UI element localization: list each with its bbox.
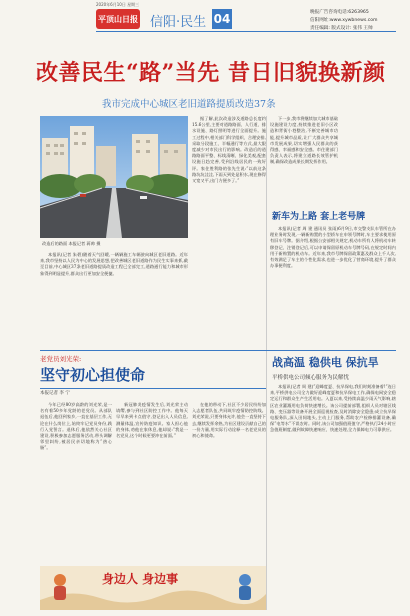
date-line: 2020年6月10日 星期三 [96,2,140,7]
lower-story-column-1 [40,402,112,562]
banner-title: 身边人 身边事 [102,572,179,586]
lead-column-2 [192,116,266,342]
section-name-b: 民生 [180,15,207,30]
header-rule [96,31,396,32]
section-dot: · [176,15,181,30]
main-subhead: 我市完成中心城区老旧道路提质改造37条 [102,99,276,110]
editors: 责任编辑: 版式设计: 张伟 王帅 [310,26,373,31]
power-story-paragraph: 本报讯(记者 周 建)“迎峰度夏、抗旱保电,我们时刻准备着!”连日来,平桥供电公司全力做好迎峰度夏和抗旱保电工作,确保电网安全稳定运行和群众生产生活用电。入夏以来,受持续高温少雨天气影响,辖区农业灌溉用电负荷快速增长。该公司提前部署,组织人员对辖区线路、变压器等设备开展全面巡视检查,及时消除安全隐患;成立抗旱保电服务队,深入田间地头,主动上门服务,帮助农户检修排灌设备,确保“电等水”不误农时。同时,该公司加强值班值守,严格执行24小时应急值班制度,做到故障快速响应、快速处理,全力保障电力可靠供应。 [270,384,396,433]
lead-paragraph-2: 据了解,此次改造涉及道路总长度约15.6公里,主要对道路路面、人行道、排水设施、路灯照明等进行全面提升。施工过程中,相关部门科学组织、合理安排,采取分段施工、半幅通行等方式,最大限度减少对市民出行的影响。改造后的道路路面平整、标线清晰、绿化美观,配套设施日趋完善,受到沿线居民的一致好评。家住胜利路的张先生说:“以前这条路坑坑洼洼,下雨天到处是积水,现在修得又宽又平,出门方便多了。” [192,116,266,184]
column-divider [266,116,267,356]
lower-story-title: 坚守初心担使命 [40,366,146,384]
column-divider-lower [266,354,267,610]
ad-phone: 晚报广告咨询电话:6263965 [310,10,369,15]
section-name-a: 信阳 [150,15,177,30]
power-story-title: 战高温 稳供电 保抗旱 [272,356,379,369]
photo-caption: 改造后的路面 本报记者 蒋帅 摄 [42,241,101,246]
road-photo [40,116,188,238]
lower-story-paragraph-2: 新冠肺炎疫情发生后,刘光荣主动请缨,参与到社区防控工作中。他每天早早来到卡点值守,登记出入人员信息,测量体温,宣传防疫知识。家人担心他的身体,劝他在家休息,他却说:“我是一名党员,这个时候更要冲在前面。” [116,402,188,439]
section-divider [40,350,396,351]
lower-story-column-2 [116,402,188,562]
lower-story-paragraph-1: 今年已经80岁高龄的刘光荣,是一名有着50多年党龄的老党员。从部队退伍后,他回到家乡,一直在基层工作,无论在什么岗位上,始终牢记党员身份,践行入党誓言。退休后,他依然关心社区建设,积极参加志愿服务活动,带头调解邻里纠纷,被居民亲切地称为“热心肠”。 [40,402,112,451]
right-story-body [270,226,396,346]
road-photo-illustration [40,116,188,238]
right-story-title: 新车为上路 套上老号牌 [272,212,366,222]
right-story-paragraph: 本报讯(记者 周 建 通讯员 张雨)6月9日,市交警支队车管所在办理业务时发现,一辆新购置的小型轿车在申领号牌时,车主要求使用原有旧车号牌。据介绍,根据公安部相关规定,机动车所有人将机动车转移登记、注销登记后,可以申请保留原机动车号牌号码,在规定时间内用于新购置的机动车。近年来,我市号牌保留政策惠及群众上千人次,有效满足了车主的个性化需求,也进一步优化了营商环境,提升了群众办事便利度。 [270,226,396,269]
power-story-subtitle: 平桥供电公司倾心服务为民解忧 [272,375,350,381]
lower-story-column-3 [192,402,266,562]
lower-story-paragraph-3: 在他的带动下,社区不少居民纷纷加入志愿者队伍,共同筑牢疫情防控防线。刘光荣说,只要身体允许,他会一直坚持下去,继续发挥余热,为社区建设贡献自己的一份力量,用实际行动诠释一名老党员的初心和使命。 [192,402,266,439]
masthead-logo: 平顶山日报 [96,9,140,29]
byline-rule [40,388,266,397]
lead-paragraph-3: 下一步,我市将继续加大城市基础设施建设力度,持续推进老旧小区改造和背街小巷整治,不断完善城市功能,提升城市品质,让广大群众共享城市发展成果,切实增强人民群众的获得感、幸福感和安全感。市住建部门负责人表示,将建立道路长效管护机制,确保改造成果长期发挥作用。 [270,116,338,165]
lower-story-byline: 本报记者 李 宁 [40,391,70,396]
lead-column-3 [270,116,338,204]
lead-paragraph-1: 本报讯(记者 朱碧)随着天气回暖,一辆辆施工车辆驶向城区老旧道路。近年来,我市坚持以人民为中心的发展思想,把改善城区老旧道路作为民生实事来抓,截至目前,中心城区37条老旧道路提质改造工程已全部完工,道路通行能力和城市形象得到明显提升,群众出行更加安全便捷。 [40,252,188,276]
main-headline: 改善民生“路”当先 昔日旧貌换新颜 [36,60,386,86]
lead-column-1 [40,252,188,342]
lower-story-kicker: 老党员刘光荣: [40,355,82,363]
website: 信阳网址:www.xywbnews.com [310,18,378,23]
power-story-body [270,384,396,609]
section-title [150,11,206,30]
header-info [310,9,378,33]
page-number: 04 [212,9,232,29]
bottom-banner [40,566,266,610]
